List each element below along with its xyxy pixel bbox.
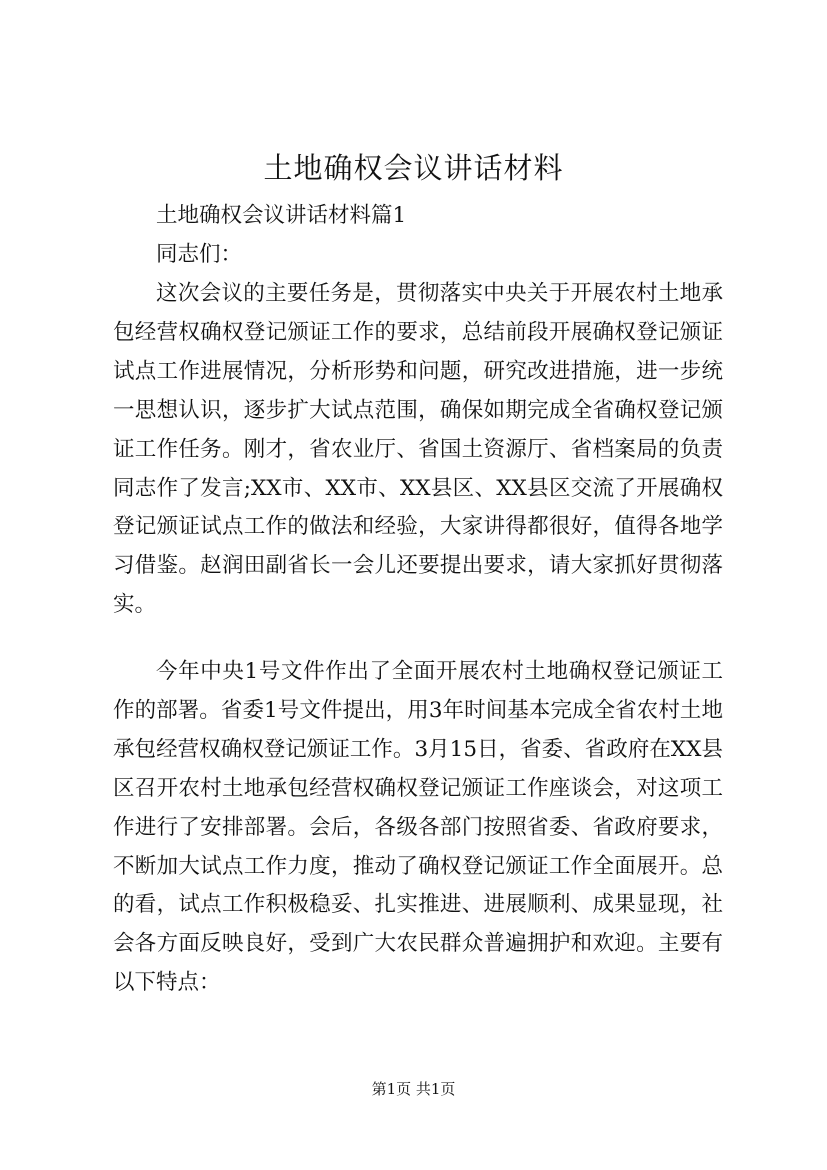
- body-paragraph: 这次会议的主要任务是，贯彻落实中央关于开展农村土地承包经营权确权登记颁证工作的要求，总结前段开展确权登记颁证试点工作进展情况，分析形势和问题，研究改进措施，进一步统一思想认识，逐步扩大试点范围，确保如期完成全省确权登记颁证工作任务。刚才，省农业厅、省国土资源厅、省档案局的负责同志作了发言;XX市、XX市、XX县区、XX县区交流了开展确权登记颁证试点工作的做法和经验，大家讲得都很好，值得各地学习借鉴。赵润田副省长一会儿还要提出要求，请大家抓好贯彻落实。: [113, 281, 723, 618]
- salutation: 同志们：: [156, 242, 243, 267]
- document-subtitle: 土地确权会议讲话材料篇1: [156, 203, 407, 228]
- document-title: 土地确权会议讲话材料: [263, 151, 564, 185]
- page-footer: 第1页 共1页: [371, 1080, 456, 1098]
- body-paragraph: 今年中央1号文件作出了全面开展农村土地确权登记颁证工作的部署。省委1号文件提出，用3年时间基本完成全省农村土地承包经营权确权登记颁证工作。3月15日，省委、省政府在XX县区召开农村土地承包经营权确权登记颁证工作座谈会，对这项工作进行了安排部署。会后，各级各部门按照省委、省政府要求，不断加大试点工作力度，推动了确权登记颁证工作全面展开。总的看，试点工作积极稳妥、扎实推进、进展顺利、成果显现，社会各方面反映良好，受到广大农民群众普遍拥护和欢迎。主要有以下特点：: [113, 659, 723, 996]
